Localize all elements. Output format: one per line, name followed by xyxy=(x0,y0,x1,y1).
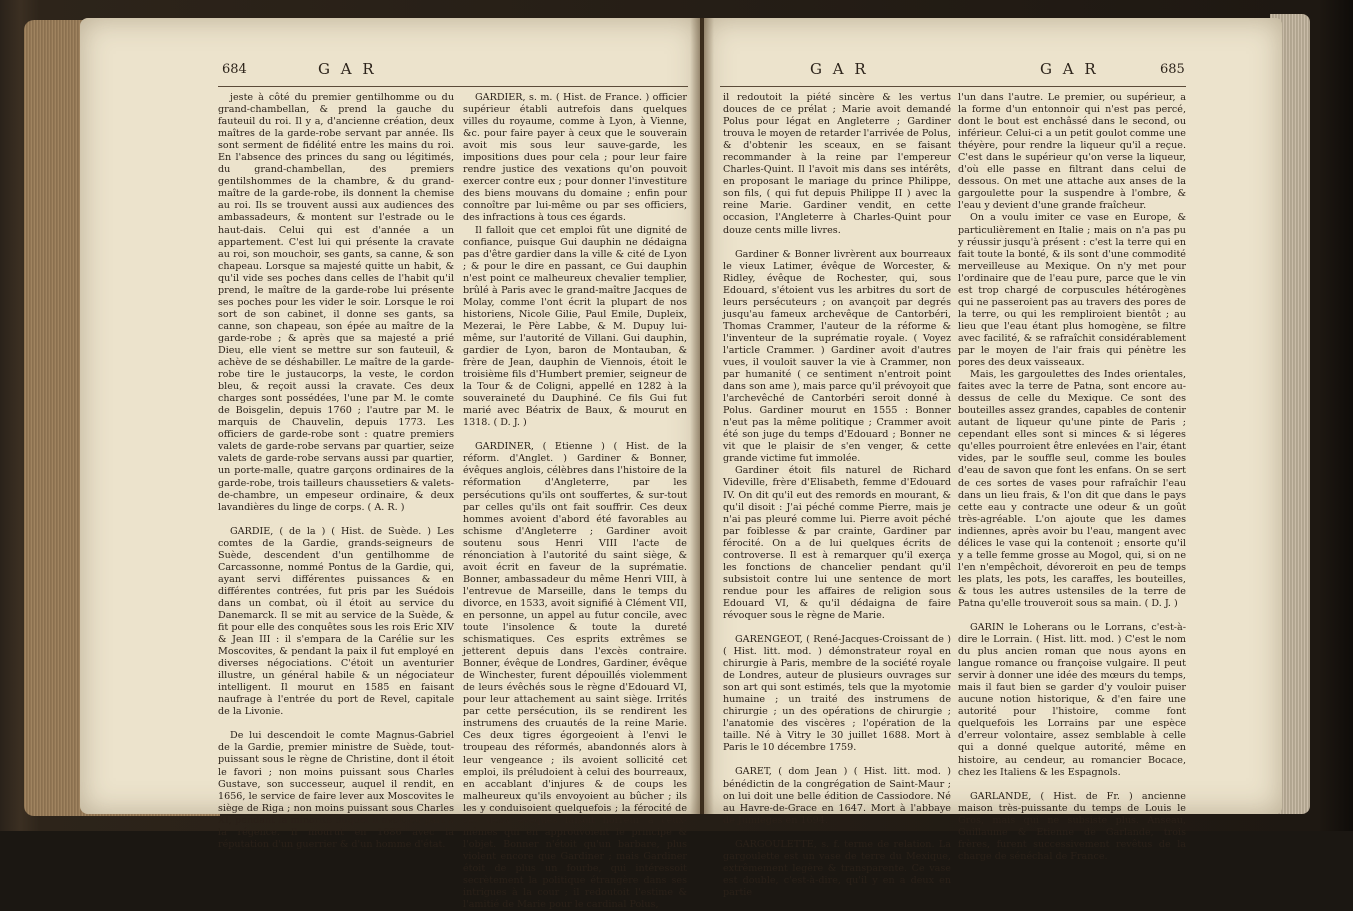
paragraph-gardiner-fils: Gardiner étoit fils naturel de Richard Videville, frère d'Elisabeth, femme d'Edouard IV. On dit qu'il eut des remords en mourant, & qu'il disoit : J'ai péché comme Pierre, mais je n'ai pas pleuré comme lui. Pierre avoit péché par foiblesse & par crainte, Gardiner par férocité. On a de lui quelques écrits de controverse. Il est à remarquer qu'il exerça les fonctions de chancelier pendant qu'il subsistoit contre lui une sentence de mort rendue pour les affaires de religion sous Edouard VI, & qu'il dédaigna de faire révoquer sous le règne de Marie. xyxy=(723,465,951,621)
paragraph-gardier: GARDIER, s. m. ( Hist. de France. ) officier supérieur établi autrefois dans quelques villes du royaume, comme à Lyon, à Vienne, &c. pour faire payer à ceux que le souverain avoit mis sous leur sauve-garde, les impositions dues pour cela ; pour leur faire rendre justice des vexations qu'on pouvoit exercer contre eux ; pour donner l'investiture des biens mouvans du domaine ; enfin pour connoître par lui-même ou par ses officiers, des infractions à tous ces égards. xyxy=(463,92,687,224)
column-right-2 xyxy=(958,92,1186,863)
paragraph-garet: GARET, ( dom Jean ) ( Hist. litt. mod. ) bénédictin de la congrégation de Saint-Maur ; on lui doit une belle édition de Cassiodore. Né au Havre-de-Grace en 1647. Mort à l'abbaye de Jumièges en 1694. xyxy=(723,766,951,826)
header-rule-right xyxy=(720,86,1186,87)
running-head-right-2: G A R xyxy=(1040,60,1099,78)
paragraph-gardiner: GARDINER, ( Etienne ) ( Hist. de la réform. d'Anglet. ) Gardiner & Bonner, évêques anglois, célèbres dans l'histoire de la réformation d'Angleterre, par les persécutions qu'ils ont souffertes, & sur-tout par celles qu'ils ont fait souffrir. Ces deux hommes avoient d'abord été favorables au schisme d'Angleterre ; Gardiner avoit soutenu sous Henri VIII l'acte de rénonciation à l'autorité du saint siège, & avoit écrit en faveur de la suprématie. Bonner, ambassadeur du même Henri VIII, à l'entrevue de Marseille, dans le temps du divorce, en 1533, avoit signifié à Clément VII, en personne, un appel au futur concile, avec toute l'insolence & toute la dureté schismatiques. Ces esprits extrêmes se jetterent depuis dans l'excès contraire. Bonner, évêque de Londres, Gardiner, évêque de Winchester, furent dépouillés violemment de leurs évêchés sous le règne d'Edouard VI, pour leur attachement au saint siège. Irrités par cette persécution, ils se rendirent les instrumens des cruautés de la reine Marie. Ces deux tigres égorgeoient à l'envi le troupeau des réformés, abandonnés alors à leur vengeance ; ils avoient sollicité cet emploi, ils préludoient à celui des bourreaux, en accablant d'injures & de coups les malheureux qu'ils envoyoient au bûcher ; ils les y conduisoient quelquefois ; la férocité de ces deux évêques faisoit horreur à ceux-mêmes qui en approuvoient le principe & l'objet. Bonner n'étoit qu'un barbare, plus violent encore que Gardiner ; mais Gardiner étoit de plus un fourbe, qui intéressoit secrètement la politique étrangère dans ses intrigues à la cour ; il redoutoit l'estime & l'amitié de Marie pour le cardinal Polus, xyxy=(463,441,687,911)
paragraph-gargoulette-europe: On a voulu imiter ce vase en Europe, & particulièrement en Italie ; mais on n'a pas pu y réussir jusqu'à présent : c'est la terre qui en fait toute la bonté, & ils sont d'une commodité merveilleuse au Mexique. On n'y met pour l'ordinaire que de l'eau pure, parce que le vin est trop chargé de corpuscules hétérogènes qui ne passeroient pas au travers des pores de la terre, ou qui les rempliroient bientôt ; au lieu que l'eau étant plus homogène, se filtre avec facilité, & se rafraîchit considérablement par le moyen de l'air frais qui pénètre les pores des deux vaisseaux. xyxy=(958,212,1186,369)
paragraph-magnus-gabriel: De lui descendoit le comte Magnus-Gabriel de la Gardie, premier ministre de Suède, tout-puissant sous le règne de Christine, dont il étoit le favori ; non moins puissant sous Charles Gustave, son successeur, auquel il rendit, en 1656, le service de faire lever aux Moscovites le siège de Riga ; non moins puissant sous Charles XI, pendant la minorité duquel il avoit eu part à la régence. Il mourut en 1686 avec la réputation d'un guerrier & d'un homme d'état. xyxy=(218,730,454,850)
page-number-right: 685 xyxy=(1160,62,1185,77)
header-rule-left xyxy=(218,86,688,87)
paragraph-gargoulette-forme: l'un dans l'autre. Le premier, ou supérieur, a la forme d'un entonnoir qui n'est pas percé, dont le bout est enchâssé dans le second, ou inférieur. Celui-ci a un petit goulot comme une théyère, pour rendre la liqueur qu'il a reçue. C'est dans le supérieur qu'on verse la liqueur, d'où elle passe en filtrant dans celui de dessous. On met une attache aux anses de la gargoulette pour la suspendre à l'ombre, & l'eau y devient d'une grande fraîcheur. xyxy=(958,92,1186,212)
paragraph-garin: GARIN le Loherans ou le Lorrans, c'est-à-dire le Lorrain. ( Hist. litt. mod. ) C'est le nom du plus ancien roman que nous ayons en langue romance ou françoise vulgaire. Il peut servir à donner une idée des mœurs du temps, mais il faut bien se garder d'y vouloir puiser aucune notion historique, & d'en faire une autorité pour l'histoire, comme font quelquefois les Lorrains par une espèce d'erreur volontaire, assez semblable à celle qui a donné quelque autorité, même en histoire, au cendeur, au romancier Bocace, chez les Italiens & les Espagnols. xyxy=(958,622,1186,778)
book-gutter xyxy=(690,18,714,814)
paragraph-gardie: GARDIE, ( de la ) ( Hist. de Suède. ) Les comtes de la Gardie, grands-seigneurs de Suède, descendent d'un gentilhomme de Carcassonne, nommé Pontus de la Gardie, qui, ayant servi différentes puissances & en différentes contrées, fut pris par les Suédois dans un combat, où il étoit au service du Danemarck. Il se mit au service de la Suède, & fit pour elle des conquêtes sous les rois Eric XIV & Jean III : il s'empara de la Carélie sur les Moscovites, & pendant la paix il fut employé en diverses négociations. C'étoit un aventurier illustre, un général habile & un négociateur intelligent. Il mourut en 1585 en faisant naufrage à l'entrée du port de Revel, capitale de la Livonie. xyxy=(218,525,454,718)
paragraph-polus: il redoutoit la piété sincère & les vertus douces de ce prélat ; Marie avoit demandé Polus pour légat en Angleterre ; Gardiner trouva le moyen de retarder l'arrivée de Polus, & d'obtenir les sceaux, en se faisant recommander à la reine par l'empereur Charles-Quint. Il l'avoit mis dans ses intérêts, en proposant le mariage du prince Philippe, son fils, ( qui fut depuis Philippe II ) avec la reine Marie. Gardiner vendit, en cette occasion, l'Angleterre à Charles-Quint pour douze cents mille livres. xyxy=(723,92,951,236)
column-left-2 xyxy=(463,92,687,911)
paragraph-garengeot: GARENGEOT, ( René-Jacques-Croissant de ) ( Hist. litt. mod. ) démonstrateur royal en chirurgie à Paris, membre de la société royale de Londres, auteur de plusieurs ouvrages sur son art qui sont estimés, tels que la myotomie humaine ; un traité des instrumens de chirurgie ; un des opérations de chirurgie ; l'anatomie des viscères ; l'opération de la taille. Né à Vitry le 30 juillet 1688. Mort à Paris le 10 décembre 1759. xyxy=(723,634,951,754)
paragraph-gargoulette-indes: Mais, les gargoulettes des Indes orientales, faites avec la terre de Patna, sont encore au-dessus de celle du Mexique. Ce sont des bouteilles assez grandes, capables de contenir autant de liqueur qu'une pinte de Paris ; cependant elles sont si minces & si légeres qu'elles pourroient être enlevées en l'air, étant vides, par le souffle seul, comme les boules d'eau de savon que font les enfans. On se sert de ces sortes de vases pour rafraîchir l'eau dans un lieu frais, & l'on dit que dans le pays cette eau y contracte une odeur & un goût très-agréable. L'on ajoute que les dames indiennes, après avoir bu l'eau, mangent avec délices le vase qui la contenoit ; ensorte qu'il y a telle femme grosse au Mogol, qui, si on ne l'en n'empêchoit, dévoreroit en peu de temps les plats, les pots, les caraffes, les bouteilles, & tous les autres ustensiles de la terre de Patna qu'elle trouveroit sous sa main. ( D. J. ) xyxy=(958,369,1186,609)
paragraph-gargoulette: GARGOULETTE, s. f. terme de relation. La gargoulette est un vase de terre du Mexique, extrêmement legère & transparente. Ce vase est double, c'est-à-dire, qu'il y en a deux en partie xyxy=(723,838,951,898)
paragraph-gui-dauphin: Il falloit que cet emploi fût une dignité de confiance, puisque Gui dauphin ne dédaigna pas d'être gardier dans la ville & cité de Lyon ; & pour le dire en passant, ce Gui dauphin n'est point ce malheureux chevalier templier, brûlé à Paris avec le grand-maître Jacques de Molay, comme l'ont écrit la plupart de nos historiens, Nicole Gilie, Paul Emile, Dupleix, Mezerai, le Père Labbe, & M. Dupuy lui-même, sur l'autorité de Villani. Gui dauphin, gardier de Lyon, baron de Montauban, & frère de Jean, dauphin de Viennois, étoit le troisième fils d'Humbert premier, seigneur de la Tour & de Coligni, appellé en 1282 à la souveraineté du Dauphiné. Ce fils Gui fut marié avec Béatrix de Baux, & mourut en 1318. ( D. J. ) xyxy=(463,224,687,429)
paragraph-latimer: Gardiner & Bonner livrèrent aux bourreaux le vieux Latimer, évêque de Worcester, & Ridley, évêque de Rochester, qui, sous Edouard, s'étoient vus les arbitres du sort de leurs persécuteurs ; on avançoit par degrés jusqu'au fameux archevêque de Cantorbéri, Thomas Crammer, l'auteur de la réforme & l'inventeur de la suprématie royale. ( Voyez l'article Crammer. ) Gardiner avoit d'autres vues, il vouloit sauver la vie à Crammer, non par humanité ( ce sentiment n'entroit point dans son ame ), mais parce qu'il prévoyoit que l'archevêché de Cantorbéri seroit donné à Polus. Gardiner mourut en 1555 : Bonner n'eut pas la même politique ; Crammer avoit été son juge du temps d'Edouard ; Bonner ne vit que le plaisir de s'en venger, & cette grande victime fut immolée. xyxy=(723,248,951,465)
paragraph-garlande: GARLANDE, ( Hist. de Fr. ) ancienne maison très-puissante du temps de Louis le Gros, mais qui ne subsiste plus. Anseau, Guillaume & Etienne de Garlande, trois frères, furent successivement revêtus de la charge de sénéchal de France. xyxy=(958,790,1186,862)
page-number-left: 684 xyxy=(222,62,247,77)
running-head-right-1: G A R xyxy=(810,60,869,78)
column-right-1 xyxy=(723,92,951,899)
paragraph-garde-robe: jeste à côté du premier gentilhomme ou du grand-chambellan, & prend la gauche du fauteuil du roi. Il y a, d'ancienne création, deux maîtres de la garde-robe servant par année. Ils sont serment de fidélité entre les mains du roi. En l'absence des princes du sang ou légitimés, du grand-chambellan, des premiers gentilshommes de la chambre, & du grand-maître de la garde-robe, ils donnent la chemise au roi. Ils se trouvent aussi aux audiences des ambassadeurs, & montent sur l'estrade ou le haut-dais. Celui qui est d'année a un appartement. C'est lui qui présente la cravate au roi, son mouchoir, ses gants, sa canne, & son chapeau. Lorsque sa majesté quitte un habit, & qu'il vide ses poches dans celles de l'habit qu'il prend, le maître de la garde-robe lui présente ses poches pour les vider le soir. Lorsque le roi sort de son cabinet, il donne ses gants, sa canne, son chapeau, son épée au maître de la garde-robe ; & après que sa majesté a prié Dieu, elle vient se mettre sur son fauteuil, & achève de se déshabiller. Le maître de la garde-robe tire le justaucorps, la veste, le cordon bleu, & reçoit aussi la cravate. Ces deux charges sont possédées, l'une par M. le comte de Boisgelin, depuis 1760 ; l'autre par M. le marquis de Chauvelin, depuis 1773. Les officiers de garde-robe sont : quatre premiers valets de garde-robe servans par quartier, seize valets de garde-robe servans aussi par quartier, un porte-malle, quatre garçons ordinaires de la garde-robe, trois tailleurs chaussetiers & valets-de-chambre, un empeseur ordinaire, & deux lavandières du linge de corps. ( A. R. ) xyxy=(218,92,454,513)
column-left-1 xyxy=(218,92,454,851)
running-head-left: G A R xyxy=(318,60,377,78)
